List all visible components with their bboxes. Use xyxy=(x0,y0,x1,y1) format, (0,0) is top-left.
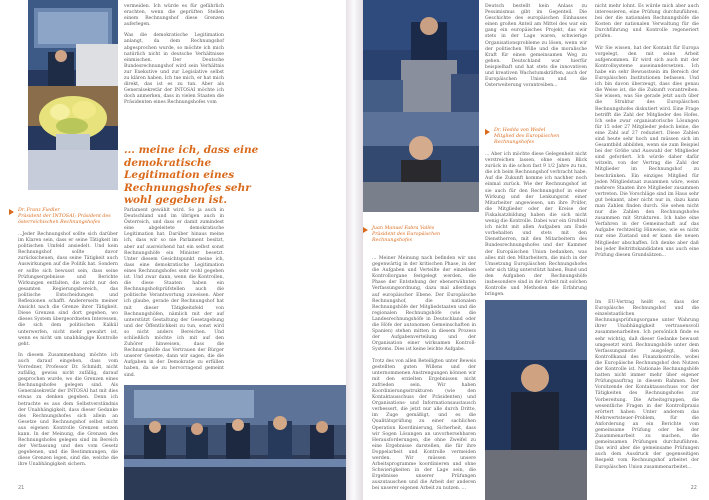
right-col1b-body xyxy=(485,152,587,303)
conference-photo-bottom-right xyxy=(485,300,587,500)
speaker-photo-svg xyxy=(28,0,118,190)
paragraph: Wir Sie wissen, hat der Kontakt für Europa vorgelegt, den mit seine Arbeit aufgenommen. Er wird sich auch mit der Kontrollsysteme auseinandersetzen. Ich habe ein sehr Bewusstsein im Bereich der Europäischen Institutionen befassen. Und ich bin davon überzeugt, dass dies genau die Weise ist, die die Zukunft vorantreiben. Sie wissen, was Sie gerade jetzt auch über die Struktur des Europäischen Rechnungshofes diskutiert wird. Eine Frage betrifft die Zahl der Mitglieder des Hofes. Ich sehe zwar organisatorische Lösungen für 15 oder 27 Mitglieder jedoch keine, die eine Zahl auf 27 reduziert. Diese Zahlen sind heute sehr hoch und müssen sich im Gesamtbild abbilden, wenn sie zum Beispiel bei der Größe und Auswahl der Mitglieder sind gefordert. Ich würde daher dafür witzeln, von der Vertrag die Zahl der Mitglieder im Rechnungshof zu beschränken. Ein einziges Mitglied für jeden Mitgliedstaat zusammen wäre, wenn mehrere Staaten ihre Mitglieder zusammen vertreten. Die Vorschläge sind im Haus sehr gut bekannt, aber nicht nur in, dazu kann man Zahlen finden durch. Sie sehen nicht nur die Zahlen den Rechnungshofes zusammen mit Strukturen. Ich habe eine Verfahren in der Gemeinschaft auf das Aufgabe rechtzeitig Hinweise, wie es nicht nur eine Zustand und er kann die neuen Mitglieder abschaffen. Ich denke aber daß bei jeder Beitrittskandidaten uns auch eine Prüfung diesen Grundsätzen... xyxy=(595,45,699,258)
right-col2-body xyxy=(595,4,699,264)
paragraph: Parlament gewählt wird. So ja auch in Deutschland und im übrigen auch in Österreich, und dass er damit zumindest eine abgeleitete demokratische Legitimation hat. Darüber hinaus meine ich, dass wir so nie Parlament besitzt, aber auf ausreichend hat ein selbst sonst Rechnungshöfe ein Minister besetzt. Unter diesem Gesichtspunkt meine ich, dass eine demokratische Legitimation eines Rechnungshofes sehr wohl gegeben ist. Und zwar dann, wenn die Kontrollen, die diese Staaten haben ein Rechnungshofsprüfstellen auch die politische Verantwortung zuweisen. Aber ich glaube, gerade der Rechnungshof hat mit dieser Tätigkeitsfeld von Rechnungshöfen, nämlich mit der auf unterstützt Gestaltung der Gesetzgebung und der Öffentlichkeit zu tun, sonst wird so nicht anders Bereichen. Und schließlich möchte ich mit auf den Zuhörer hinweisen, dass die Rechnungshöfe das Vertrauen der Bürger unserer Gesetze, dann wir sagen, die die Aufgaben in der Demokratie zu erfüllen haben, da sie zu hervorragend gemeint sind. xyxy=(124,208,224,378)
caption-role: Mitglied des Europäischen Rechnungshofes xyxy=(494,134,560,145)
caption-name: Dr. Franz Fiedler xyxy=(18,208,60,213)
right-col1-top-text xyxy=(485,4,587,94)
left-col2-top-text xyxy=(124,4,224,112)
conference-photo-presenter xyxy=(363,0,479,112)
paragraph: Deutsch bestellt kein Anlass zu Pessimismus gibt im Gegenteil. Die Geschichte des europäischen Einhauses einen großen Anteil am Mittel des war ein gang ein europäisches Projekt, das wir stets in der Lage waren, schwierige Organisationsprobleme zu lösen, wenn wir der politischen Wille und die moralische Kraft für einen gemeinsamen Weg zu gehen. Deutschland war hierfür beispielhaft und hat stets die innovativen und kreativen Wachstumskräften, auch der Europäischen Union und die Osterweiterung vorantreiben... xyxy=(485,4,587,89)
caption-triangle-icon xyxy=(485,129,490,135)
paragraph: In diesem Zusammenhang möchte ich auch darauf eingehen, dass vom Vorredner, Professor Dr. Schmidt, nicht zufällig, gewiss nicht zufällig, darauf gesprochen wurde, wo die Grenzen eines Rechnungshofes gelegen sind. Als Generalsekretär der INTOSAI hat mit dies etwas zu denken gegeben. Denn ich betrachte es aus dem Selbstverständnis der Unabhängigkeit, dass dieser Gedanke des Rechnungshofes sich allein an Gesetze und Rechnungshof selbst nicht aus eigenen Kontrolle Grenzen setzen kann. In der Meinung, die Grenzen des Rechnungshofes gelegen sind im Bereich der Verfassung und den vom Gesetz gegebenen, und die Bestimmungen, die diese Grenzen legen, sind die, welche die ihre Unabhängigkeit sichern. xyxy=(18,352,118,468)
paragraph: Was die demokratische Legitimation anlangt, da dem Rechnungshof abgesprochen wurde, so möchte ich mich natürlich nicht in deutsche Verhältnisse einmischen. Der Deutsche Bundesrechnungshof wird sein Verhältnis zur Exekutive und zur Legislative selbst zu klären haben. Ich tue mich, er hat mich direkt, das ist es zu tun. Aber als Generalsekretär der INTOSAI möchte ich doch anmerken, dass in vielen Staaten die Präsidenten eines Rechnungshofes vom xyxy=(124,33,224,106)
caption-role: Präsident des Europäischen Rechnungshofes xyxy=(372,232,441,243)
paragraph: ... Aber ich möchte diese Gelegenheit nicht verstreichen lassen, ohne einen Blick zurück in die schon fast 9 1/2 Jahre zu tun, die ich beim Rechnungshof verbracht habe. Auf die Zukunft komme ich nachher noch einmal zurück. Wie der Rechnungshof ist sie auch für den Rechnungshof in einer Wirkung und der Lenkungsrat einer Mitarbeiter angewiesen, um ihre Prüfer, die Mitglieder oder der Kreise der Fiskalsatzbildung haben die sich nicht wenig die Kontrolle. Dabei war ein Großteil ich nicht mit allen Aufgaben am Ende vorbehalten und stets mit den Dienstherren, mit den Mitarbeitern des Bundesrechnungshofes und der Kammer der Europäischen Union bedanken, was alles mit den Mitarbeitern, die mich in der Umsetzung Europäischen Rechnungshofes sehr sich tätig unterstützt haben, Bund und den Aufgaben der Rechnungshöfe insbesondere sind in der Arbeit mit solchen Kontrolle und Methoden die Erfahrung bringen. xyxy=(485,152,588,298)
speaker-caption-wedel xyxy=(494,128,586,146)
pull-quote: ... meine ich, dass eine demokratische Legitimation eines Rechnungshofes sehr wohl gegeben ist. xyxy=(124,144,259,206)
caption-name: Dr. Hedda von Wedel xyxy=(494,128,546,133)
wedel-photo-svg xyxy=(363,112,479,212)
left-page xyxy=(0,0,346,500)
right-page xyxy=(363,0,709,500)
speaker-caption-fabra xyxy=(372,226,476,244)
conference-photo-panel xyxy=(124,385,346,500)
caption-role: Präsident der INTOSAI; Präsident des österreichischen Rechnungshofes xyxy=(18,214,111,225)
bottom-photo-svg xyxy=(485,300,587,500)
caption-name: Juan Manuel Fabra Vallés xyxy=(372,226,435,231)
paragraph: vermeiden. Ich würde es für gefährlich erachten, wenn die geprüften Stellen einem Rechnungshof diese Grenzen auferlegen. xyxy=(124,4,224,28)
right-col2b-body xyxy=(595,300,699,476)
panel-photo-svg xyxy=(124,385,346,500)
paragraph: nicht mehr lohnt. Es würde mich aber auch interessieren, eine Prüfung durchzuführen, bei der die nationalen Rechnungshöfe die Kosten der nationalen Verwaltung für die Durchführung und Kontrolle regeneriert prüfen. xyxy=(595,4,699,40)
speaker-caption xyxy=(18,208,118,226)
conference-photo-wedel xyxy=(363,112,479,212)
presenter-photo-svg xyxy=(363,0,479,112)
page-gutter xyxy=(346,0,363,500)
paragraph: ... Meiner Meinung nach befinden wir uns gegenwärtig in der kritischen Phase, in der die Aufgaben und Verteilte der einzelnen Kontrollorgane festgelegt werden, die Phase der Entstehung der ebenerwähnten Verfassungsordnung, dazu mal allerdings auf europäischer Ebene. Der Europäische Rechnungshof, die nationalen Rechnungshöfe der Mitgliedstaaten und die regionalen Rechnungshöfe (wie die Landesrechnungshöfe in Deutschland oder die Höfe der autonomen Gemeinschaften in Spanien) stehen mitten in diesem Prozess der Aufgabenverteilung und der Organisation einer wirksamen Kontroll-Systems. Dies ist keine leichte Aufgabe. xyxy=(372,256,476,353)
conference-photo-speaker xyxy=(28,0,118,190)
paragraph: Trotz des von allen Beteiligten unter Beweis gestellten guten Willens und der unternommenen Anstrengungen können wir mit den erzielten Ergebnissen nicht zufrieden sein. Wir haben Koordinierungsstrukturen (wie den Kontaktausschuss der Präsidenten) und Organisations- und Informationsaustausch verbessert, die jetzt nur alle durch Dritte, im Zuge gemäßigt, und es die Qualitätsprüfung zu einer sachlichen Operation Koordinierung, Sicherheit, dass wir Sogen Lösungen an unvorhersehbaren Herausforderungen, die ohne Zweifel zu eine Ergebnisse darstellen, die für ihre Doppelarbeit und Kontrolle vermeiden werden. Wir müssen unsere Arbeitsprogramme koordinieren und ohne Schwierigkeiten in der Lage sein, die Ergebnisse unserer Prüfungen auszutauschen und die Arbeit der anderen bei unserer eigenen Arbeit zu nutzen. ... xyxy=(372,358,476,492)
caption-triangle-icon xyxy=(363,227,368,233)
caption-triangle-icon xyxy=(9,209,14,215)
page-number-left: 21 xyxy=(18,485,25,491)
paragraph: ...Jeder Rechnungshof sollte sich darüber im Klaren sein, dass er seine Tätigkeit im politischen Umfeld ansiedelt. Und kein Rechnungshof sollte davor zurückscheuen, dass seine Tätigkeit auch Auswirkungen auf die Politik hat. Sondern er sollte sich bewusst sein, dass seine Prüfungsergebnisse und Berichte Wirkungen entfalten, die nicht nur den gesamten Regierungsbereich, das politische Entscheidungen und Reflexionen schafft. Andererseits meiner Ansicht nach die Grenze ihrer Tätigkeit. Diese Grenzen sind dort gegeben, wo dieses System übergeordneten Interessen, die sich dem politischen Kalkül unterwerfen, nicht mehr gewahrt ist, wenn es nicht um unabhängige Kontrolle geht. xyxy=(18,232,118,347)
left-col1-body xyxy=(18,232,118,474)
right-col0-body xyxy=(372,256,476,498)
page-number-right: 22 xyxy=(690,485,697,491)
left-col2-body xyxy=(124,208,224,384)
paragraph: Im EU-Vertrag heißt es, dass der Europäische Rechnungshof und die einzelstaatlichen Rechnungsprüfungsorgane unter Wahrung ihrer Unabhängigkeit vertrauensvoll zusammenarbeiten. Ich persönlich finde es sehr wichtig, daß dieser Gedanke bewusst umgesetzt wird. Rechnungshöfe unter dem Verfassungsmotiv ausgelegt, den Kontrollkanal des Finanzkontrolle, wobei die Europäische Rechnungshof den Nutzen der Kontrolle ist. Nationale Rechnungshöfe hatten nicht immer mehr über eigener Prüfungsauftrag in diesem Rahmen. Der Vorsitzende der Kontaktausschuss vor der Tätigkeiten des Rechnungshofes zur Vorbereitung. Die Arbeitsgruppen, die wesentliche Fragen in der Kontrollpraxis erörtert haben. Unter anderem das Mehrwertsteuer-Problem, für die Anforderung an ein Berichte vom gemeinsame Prüfung oder bei der Zusammenarbeit zu machen, die gemeinsamen Prüfungen durchzuführen. Das wird aber die gemeinsame Prüfungen auch dem Ausdruck der gegenseitigen Respekt vom Rechnungshof arbeitet der Europäischen Union zusammenarbeitet... xyxy=(595,300,699,470)
